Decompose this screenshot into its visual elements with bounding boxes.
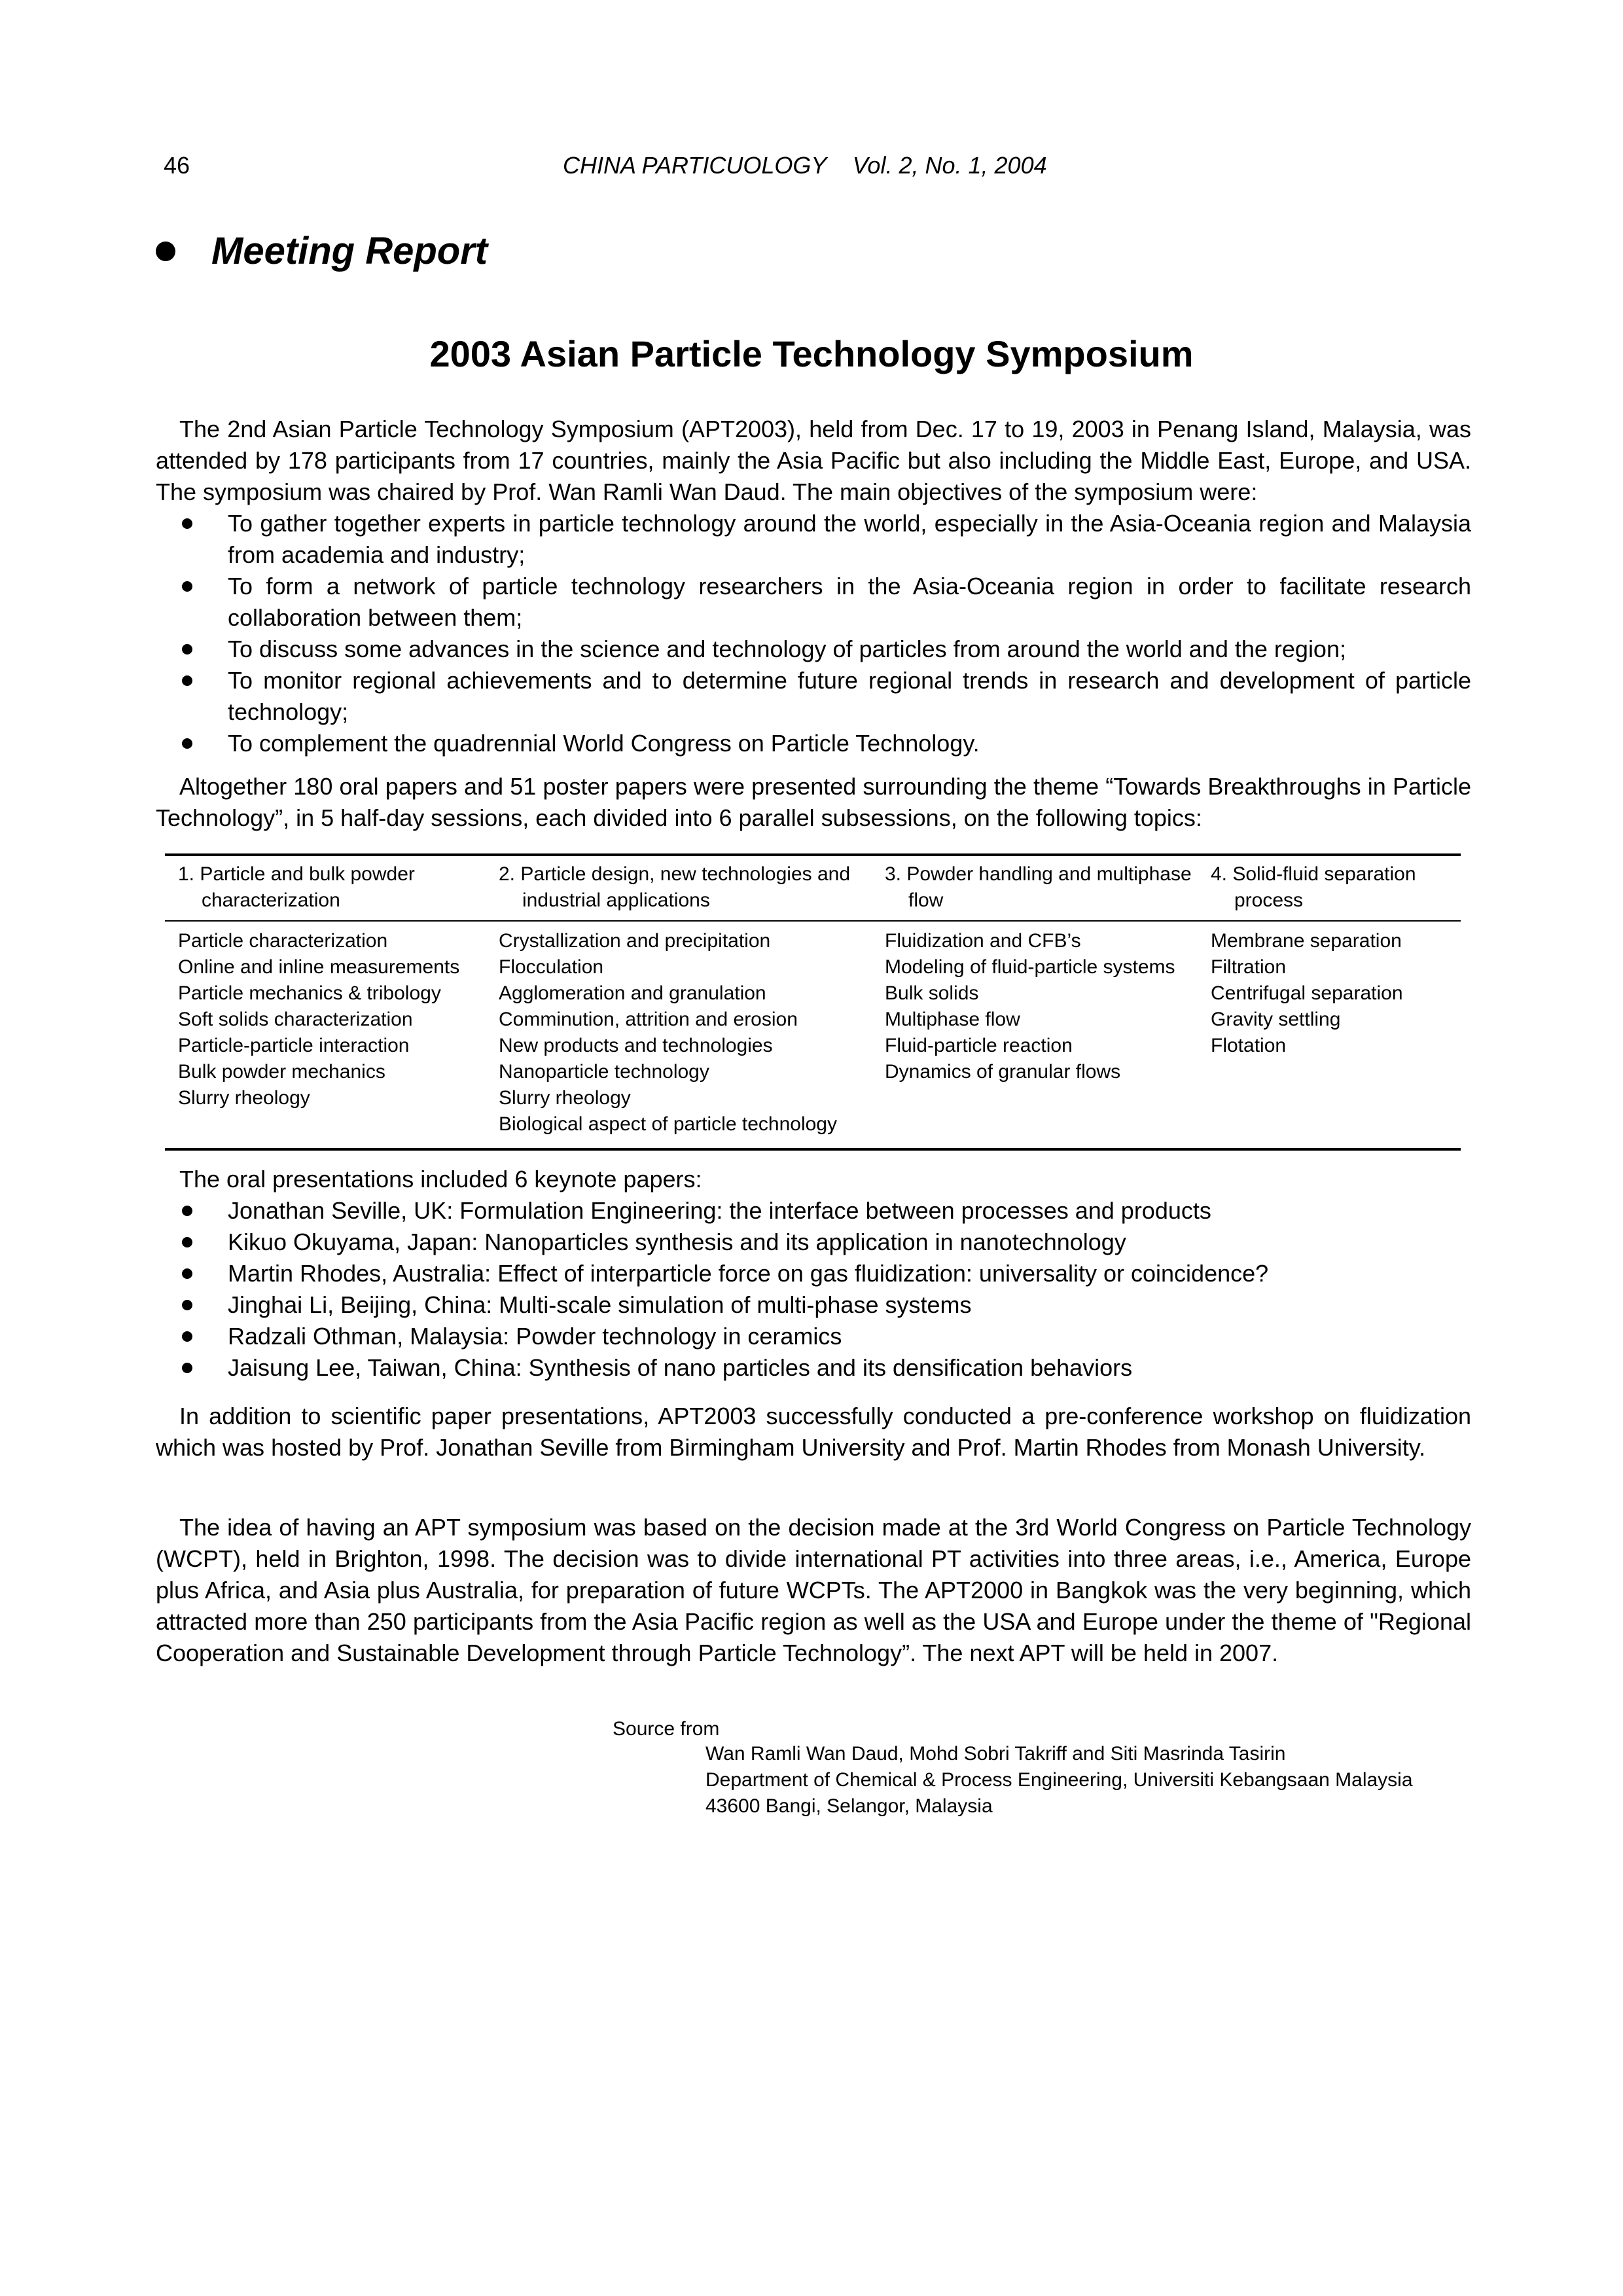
topics-header-row [165,856,1461,922]
bullet-icon [182,644,192,655]
bullet-icon [182,1331,192,1342]
bullet-icon [182,1268,192,1279]
topic-item: Membrane separation [1211,930,1402,952]
topic-column [1211,928,1459,1138]
papers-paragraph: Altogether 180 oral papers and 51 poster papers were presented surrounding the theme “Towards Breakthroughs in Particle Technology”, in 5 half-day sessions, each divided into 6 parallel subsessions, on the following topics: [156,773,1471,831]
source-authors: Wan Ramli Wan Daud, Mohd Sobri Takriff and Siti Masrinda Tasirin [705,1743,1286,1765]
list-item: Jonathan Seville, UK: Formulation Engineering: the interface between processes and products [156,1195,1471,1227]
workshop-block [156,1401,1471,1463]
source-address: 43600 Bangi, Selangor, Malaysia [705,1795,993,1817]
topic-item: Slurry rheology [499,1087,631,1109]
source-department: Department of Chemical & Process Engineering, Universiti Kebangsaan Malaysia [705,1769,1413,1791]
keynotes-block [156,1164,1471,1384]
bullet-icon [182,1363,192,1373]
bullet-icon [182,1206,192,1216]
bullet-icon [182,1237,192,1247]
keynotes-list [156,1195,1471,1384]
topic-header: 2. Particle design, new technologies and industrial applications [499,863,851,911]
intro-block [156,414,1471,759]
list-item: To discuss some advances in the science and technology of particles from around the world and the region; [156,634,1471,665]
list-item: Martin Rhodes, Australia: Effect of interparticle force on gas fluidization: universality or coincidence? [156,1258,1471,1289]
topic-item: Multiphase flow [885,1009,1020,1030]
list-item: Jaisung Lee, Taiwan, China: Synthesis of nano particles and its densification behaviors [156,1352,1471,1384]
list-item: To monitor regional achievements and to determine future regional trends in research and development of particle technology; [156,665,1471,728]
section-label: Meeting Report [211,230,488,272]
topic-item: Bulk powder mechanics [178,1061,385,1083]
topic-item: Biological aspect of particle technology [499,1113,837,1135]
topics-body [165,922,1461,1148]
topic-item: New products and technologies [499,1035,773,1056]
topic-item: Particle-particle interaction [178,1035,410,1056]
topic-column [165,928,499,1138]
topic-item: Agglomeration and granulation [499,982,766,1004]
workshop-paragraph: In addition to scientific paper presentations, APT2003 successfully conducted a pre-conference workshop on fluidization which was hosted by Prof. Jonathan Seville from Birmingham University and Prof. Martin Rhodes from Monash University. [156,1403,1471,1461]
article-title: 2003 Asian Particle Technology Symposium [429,333,1194,374]
intro-paragraph: The 2nd Asian Particle Technology Symposium (APT2003), held from Dec. 17 to 19, 2003 in Penang Island, Malaysia, was attended by 178 participants from 17 countries, mainly the Asia Pacific but also including the Middle East, Europe, and USA. The symposium was chaired by Prof. Wan Ramli Wan Daud. The main objectives of the symposium were: [156,416,1471,505]
bullet-icon [182,518,192,529]
bullet-icon [182,675,192,686]
topic-item: Centrifugal separation [1211,982,1403,1004]
topic-item: Slurry rheology [178,1087,310,1109]
topic-item: Online and inline measurements [178,956,460,978]
bullet-icon [156,242,175,261]
topic-item: Comminution, attrition and erosion [499,1009,798,1030]
list-item: To form a network of particle technology researchers in the Asia-Oceania region in order to facilitate research collaboration between them; [156,571,1471,634]
topic-item: Dynamics of granular flows [885,1061,1121,1083]
topic-item: Fluid-particle reaction [885,1035,1073,1056]
source-label: Source from [613,1718,720,1740]
topics-table [165,853,1461,1151]
topic-header: 3. Powder handling and multiphase flow [885,863,1192,911]
list-item: Kikuo Okuyama, Japan: Nanoparticles synthesis and its application in nanotechnology [156,1227,1471,1258]
list-item: Jinghai Li, Beijing, China: Multi-scale simulation of multi-phase systems [156,1289,1471,1321]
topic-item: Filtration [1211,956,1287,978]
topic-header: 1. Particle and bulk powder characterization [178,863,415,911]
topic-item: Flocculation [499,956,604,978]
history-block [156,1512,1471,1669]
bullet-icon [182,1300,192,1310]
topic-column [885,928,1211,1138]
topic-item: Gravity settling [1211,1009,1341,1030]
topic-item: Fluidization and CFB’s [885,930,1081,952]
list-item: To gather together experts in particle technology around the world, especially in the Asia-Oceania region and Malaysia from academia and industry; [156,508,1471,571]
objectives-list [156,508,1471,759]
page-number: 46 [164,152,190,179]
topic-item: Particle mechanics & tribology [178,982,441,1004]
topic-item: Modeling of fluid-particle systems [885,956,1175,978]
page-header [164,152,1472,188]
source-affiliation [705,1741,1413,1820]
papers-block [156,771,1471,834]
topic-item: Flotation [1211,1035,1287,1056]
topic-column [499,928,885,1138]
topic-item: Crystallization and precipitation [499,930,771,952]
topic-item: Bulk solids [885,982,979,1004]
section-heading [156,229,488,273]
list-item: To complement the quadrennial World Congress on Particle Technology. [156,728,1471,759]
list-item: Radzali Othman, Malaysia: Powder technology in ceramics [156,1321,1471,1352]
journal-citation: CHINA PARTICUOLOGY Vol. 2, No. 1, 2004 [563,152,1047,179]
topic-header: 4. Solid-fluid separation process [1211,863,1416,911]
topic-item: Nanoparticle technology [499,1061,709,1083]
bullet-icon [182,581,192,592]
bullet-icon [182,738,192,749]
keynote-intro: The oral presentations included 6 keynote papers: [179,1166,702,1193]
topic-item: Particle characterization [178,930,388,952]
history-paragraph: The idea of having an APT symposium was based on the decision made at the 3rd World Congress on Particle Technology (WCPT), held in Brighton, 1998. The decision was to divide international PT activities into three areas, i.e., America, Europe plus Africa, and Asia plus Australia, for preparation of future WCPTs. The APT2000 in Bangkok was the very beginning, which attracted more than 250 participants from the Asia Pacific region as well as the USA and Europe under the theme of "Regional Cooperation and Sustainable Development through Particle Technology”. The next APT will be held in 2007. [156,1514,1471,1666]
topic-item: Soft solids characterization [178,1009,413,1030]
